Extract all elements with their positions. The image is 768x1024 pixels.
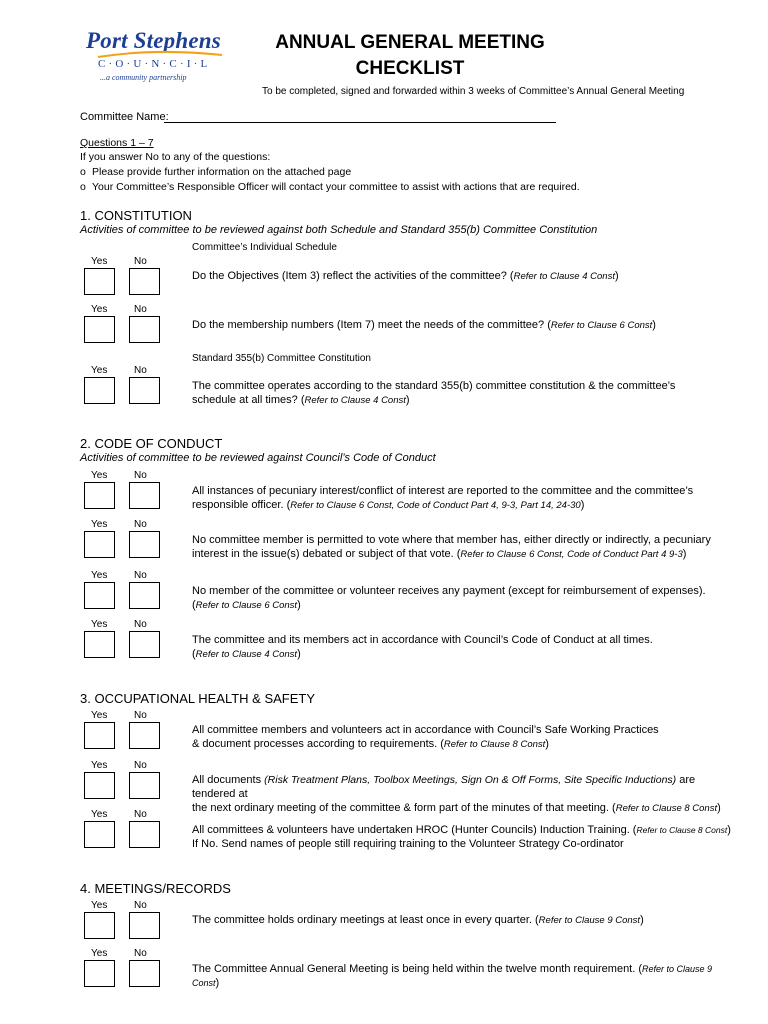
no-checkbox[interactable]	[129, 316, 160, 343]
no-checkbox[interactable]	[129, 268, 160, 295]
no-checkbox[interactable]	[129, 631, 160, 658]
question: The Committee Annual General Meeting is being held within the twelve month requirement. (Refer to Clause 9 Const)	[192, 963, 713, 989]
bullet-icon: o	[80, 181, 86, 193]
yes-label: Yes	[91, 570, 108, 581]
intro-bullet	[80, 181, 580, 193]
committee-name-field[interactable]	[164, 122, 556, 123]
section-heading: 1. CONSTITUTION	[80, 208, 192, 223]
section-heading: 4. MEETINGS/RECORDS	[80, 881, 231, 896]
logo-name: Port Stephens	[86, 28, 221, 53]
section-heading: 3. OCCUPATIONAL HEALTH & SAFETY	[80, 691, 316, 706]
yes-checkbox[interactable]	[84, 631, 115, 658]
no-label: No	[134, 470, 147, 481]
question: The committee and its members act in accordance with Council’s Code of Conduct at all times. (Refer to Clause 4 Const)	[192, 634, 653, 660]
yes-checkbox[interactable]	[84, 722, 115, 749]
no-checkbox[interactable]	[129, 960, 160, 987]
yes-label: Yes	[91, 809, 108, 820]
yes-label: Yes	[91, 948, 108, 959]
yes-checkbox[interactable]	[84, 377, 115, 404]
page-title: ANNUAL GENERAL MEETING	[275, 32, 545, 53]
no-checkbox[interactable]	[129, 531, 160, 558]
no-checkbox[interactable]	[129, 582, 160, 609]
logo-tagline: ...a community partnership	[100, 73, 187, 82]
yes-label: Yes	[91, 519, 108, 530]
yes-checkbox[interactable]	[84, 772, 115, 799]
no-checkbox[interactable]	[129, 772, 160, 799]
no-checkbox[interactable]	[129, 377, 160, 404]
no-checkbox[interactable]	[129, 722, 160, 749]
yes-label: Yes	[91, 760, 108, 771]
question: No committee member is permitted to vote where that member has, either directly or indirectly, a pecuniary interest in the issue(s) debated or subject of that vote. (Refer to Clause 6 Const, Code of Conduct Part 4 9-3)	[192, 534, 711, 560]
yes-label: Yes	[91, 365, 108, 376]
no-label: No	[134, 519, 147, 530]
yes-label: Yes	[91, 256, 108, 267]
question: All committee members and volunteers act in accordance with Council’s Safe Working Practices & document processes according to requirements. (Refer to Clause 8 Const)	[192, 724, 659, 750]
no-label: No	[134, 900, 147, 911]
no-label: No	[134, 570, 147, 581]
section-subheading: Activities of committee to be reviewed against both Schedule and Standard 355(b) Committee Constitution	[80, 224, 598, 236]
section-heading: 2. CODE OF CONDUCT	[80, 436, 223, 451]
yes-checkbox[interactable]	[84, 582, 115, 609]
logo-council: C·O·U·N·C·I·L	[98, 58, 211, 70]
question: Do the Objectives (Item 3) reflect the activities of the committee? (Refer to Clause 4 Const)	[192, 270, 619, 282]
question: All committees & volunteers have undertaken HROC (Hunter Councils) Induction Training. (Refer to Clause 8 Const) If No. Send names of people still requiring training to the Volunteer Strategy Co-ordinator	[192, 824, 731, 850]
bullet-text: Please provide further information on the attached page	[92, 166, 352, 178]
no-label: No	[134, 304, 147, 315]
yes-checkbox[interactable]	[84, 821, 115, 848]
no-label: No	[134, 809, 147, 820]
yes-label: Yes	[91, 470, 108, 481]
question: All instances of pecuniary interest/conflict of interest are reported to the committee and the committee’s responsible officer. (Refer to Clause 6 Const, Code of Conduct Part 4, 9-3, Part 14, 24-30)	[192, 485, 694, 511]
no-checkbox[interactable]	[129, 482, 160, 509]
yes-checkbox[interactable]	[84, 960, 115, 987]
no-label: No	[134, 365, 147, 376]
section-subheading: Activities of committee to be reviewed against Council’s Code of Conduct	[80, 452, 436, 464]
if-no-text: If you answer No to any of the questions:	[80, 151, 271, 163]
yes-label: Yes	[91, 710, 108, 721]
page-subtitle: To be completed, signed and forwarded within 3 weeks of Committee’s Annual General Meeting	[262, 86, 685, 97]
questions-range: Questions 1 – 7	[80, 137, 154, 149]
yes-checkbox[interactable]	[84, 912, 115, 939]
no-label: No	[134, 760, 147, 771]
yes-label: Yes	[91, 900, 108, 911]
no-label: No	[134, 256, 147, 267]
no-checkbox[interactable]	[129, 912, 160, 939]
question: All documents (Risk Treatment Plans, Toolbox Meetings, Sign On & Off Forms, Site Specific Inductions) are tendered at the next ordinary meeting of the committee & form part of the minutes of that meeting. (Refer to Clause 8 Const)	[192, 774, 721, 814]
intro-bullet	[80, 166, 351, 178]
yes-checkbox[interactable]	[84, 531, 115, 558]
committee-name-label: Committee Name:	[80, 111, 169, 123]
no-label: No	[134, 710, 147, 721]
schedule-subhead: Committee’s Individual Schedule	[192, 242, 337, 253]
yes-checkbox[interactable]	[84, 482, 115, 509]
page-title-line2: CHECKLIST	[355, 58, 465, 79]
yes-label: Yes	[91, 619, 108, 630]
no-label: No	[134, 619, 147, 630]
bullet-icon: o	[80, 166, 86, 178]
no-checkbox[interactable]	[129, 821, 160, 848]
standard-subhead: Standard 355(b) Committee Constitution	[192, 353, 371, 364]
yes-checkbox[interactable]	[84, 316, 115, 343]
yes-label: Yes	[91, 304, 108, 315]
question: The committee holds ordinary meetings at least once in every quarter. (Refer to Clause 9 Const)	[192, 914, 644, 926]
question: Do the membership numbers (Item 7) meet the needs of the committee? (Refer to Clause 6 Const)	[192, 319, 656, 331]
yes-checkbox[interactable]	[84, 268, 115, 295]
bullet-text: Your Committee’s Responsible Officer will contact your committee to assist with actions that are required.	[92, 181, 580, 193]
question: The committee operates according to the standard 355(b) committee constitution & the committee’s schedule at all times? (Refer to Clause 4 Const)	[192, 380, 676, 406]
question: No member of the committee or volunteer receives any payment (except for reimbursement of expenses). (Refer to Clause 6 Const)	[192, 585, 706, 611]
no-label: No	[134, 948, 147, 959]
